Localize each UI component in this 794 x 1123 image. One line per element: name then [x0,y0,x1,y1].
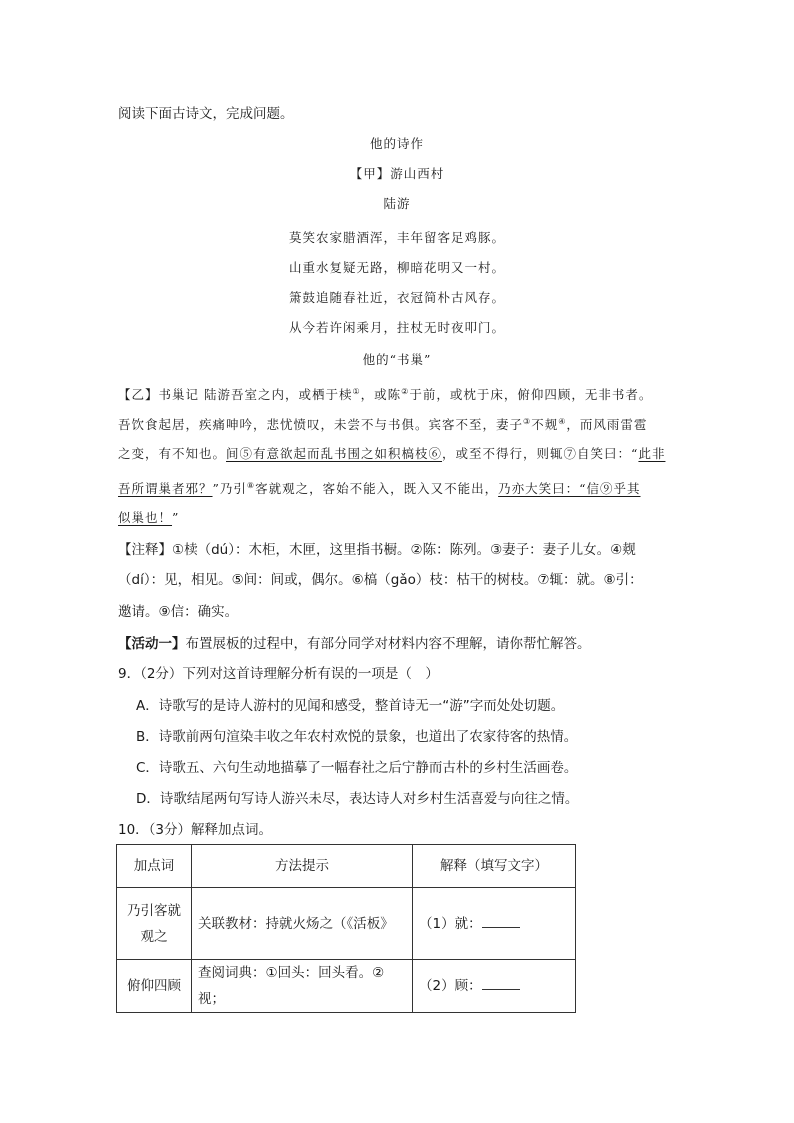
prose-line-3 [118,444,665,464]
question-9-option-d: D．诗歌结尾两句写诗人游兴未尽，表达诗人对乡村生活喜爱与向往之情。 [136,791,579,807]
prose-text: ，而风雨雷雹 [566,417,648,433]
table-cell-answer [413,888,576,960]
question-9-stem: 9．（2分）下列对这首诗理解分析有误的一项是（ ） [118,666,439,682]
prose-text: 吾饮食起居，疾痛呻吟，悲忧愤叹，未尝不与书俱。宾客不至，妻子 [118,417,524,433]
prose-line-2 [118,412,647,435]
poem-author: 陆游 [383,196,411,211]
table-cell-answer [413,960,576,1013]
answer-label: （2）顾： [419,978,482,994]
note-marker: ⑧ [246,481,256,490]
table-cell-hint: 查阅词典：①回头：回头看。②视； [192,960,413,1013]
poem-line-2: 山重水复疑无路，柳暗花明又一村。 [288,260,505,275]
prose-text: ” [172,510,180,525]
poem-line-3: 箫鼓追随春社近，衣冠简朴古风存。 [288,290,505,305]
answer-blank[interactable] [482,975,520,990]
table-row [117,888,576,960]
note-marker: ① [352,387,361,396]
table-cell-word: 乃引客就观之 [117,888,192,960]
prose-line-1 [118,382,652,405]
prose-text: ，或陈 [360,387,402,403]
note-marker: ③ [523,417,532,426]
table-row [117,960,576,1013]
poem-line-4: 从今若许闲乘月，拄杖无时夜叩门。 [288,320,505,335]
section-title-bookshelf: 他的“书巢” [362,352,432,367]
poem-title: 【甲】游山西村 [349,166,445,181]
prose-text: 不觌 [531,417,559,433]
table-header: 加点词 [117,845,192,888]
prose-text: 客就观之，客始不能入，既入又不能出， [255,481,499,497]
underlined-sentence-1: 间⑤有意欲起而乱书围之如积槁枝⑥ [226,446,443,461]
prose-line-4 [118,476,641,499]
underlined-sentence-2: 此非 [638,446,666,461]
activity-text: 布置展板的过程中，有部分同学对材料内容不理解，请你帮忙解答。 [185,636,591,652]
table-cell-hint: 关联教材：持就火炀之（《活板》 [192,888,413,960]
underlined-sentence-2-cont: 吾所谓巢者邪？ [118,481,213,497]
note-marker: ④ [558,417,567,426]
activity-one [118,634,591,654]
answer-label: （1）就： [419,915,482,932]
prose-text: ”乃引 [212,481,247,497]
table-header-row [117,845,576,888]
question-9-option-a: A．诗歌写的是诗人游村的见闻和感受，整首诗无一“游”字而处处切题。 [136,698,565,714]
answer-blank[interactable] [482,913,520,928]
question-9-option-b: B．诗歌前两句渲染丰收之年农村欢悦的景象，也道出了农家待客的热情。 [136,729,578,745]
prose-text: 之变，有不知也。 [118,446,227,461]
activity-label: 【活动一】 [118,636,186,652]
poem-line-1: 莫笑农家腊酒浑，丰年留客足鸡豚。 [288,230,505,245]
section-title-poems: 他的诗作 [369,136,424,151]
table-header: 方法提示 [192,845,413,888]
underlined-sentence-3: 乃亦大笑曰：“信⑨乎其 [498,481,641,497]
table-cell-word: 俯仰四顾 [117,960,192,1013]
question-10-stem: 10．（3分）解释加点词。 [118,822,273,838]
explanation-table [116,844,576,1013]
notes-line-1: 【注释】①椟（dú）：木柜，木匣，这里指书橱。②陈：陈列。③妻子：妻子儿女。④觌 [118,542,636,558]
note-marker: ② [401,387,410,396]
prose-text: 于前，或枕于床，俯仰四顾，无非书者。 [409,387,653,403]
intro-instruction: 阅读下面古诗文，完成问题。 [118,106,294,122]
notes-line-3: 邀请。⑨信：确实。 [118,604,239,620]
prose-line-5 [118,508,179,528]
prose-text: 【乙】书巢记 陆游吾室之内，或栖于椟 [118,387,353,403]
table-header: 解释（填写文字） [413,845,576,888]
question-9-option-c: C．诗歌五、六句生动地描摹了一幅春社之后宁静而古朴的乡村生活画卷。 [136,760,578,776]
underlined-sentence-3-cont: 似巢也！ [118,510,173,525]
prose-text: ，或至不得行，则辄⑦自笑曰：“ [442,446,639,461]
notes-line-2: （dí）：见，相见。⑤间：间或，偶尔。⑥槁（gǎo）枝：枯干的树枝。⑦辄：就。⑧引： [118,572,643,588]
